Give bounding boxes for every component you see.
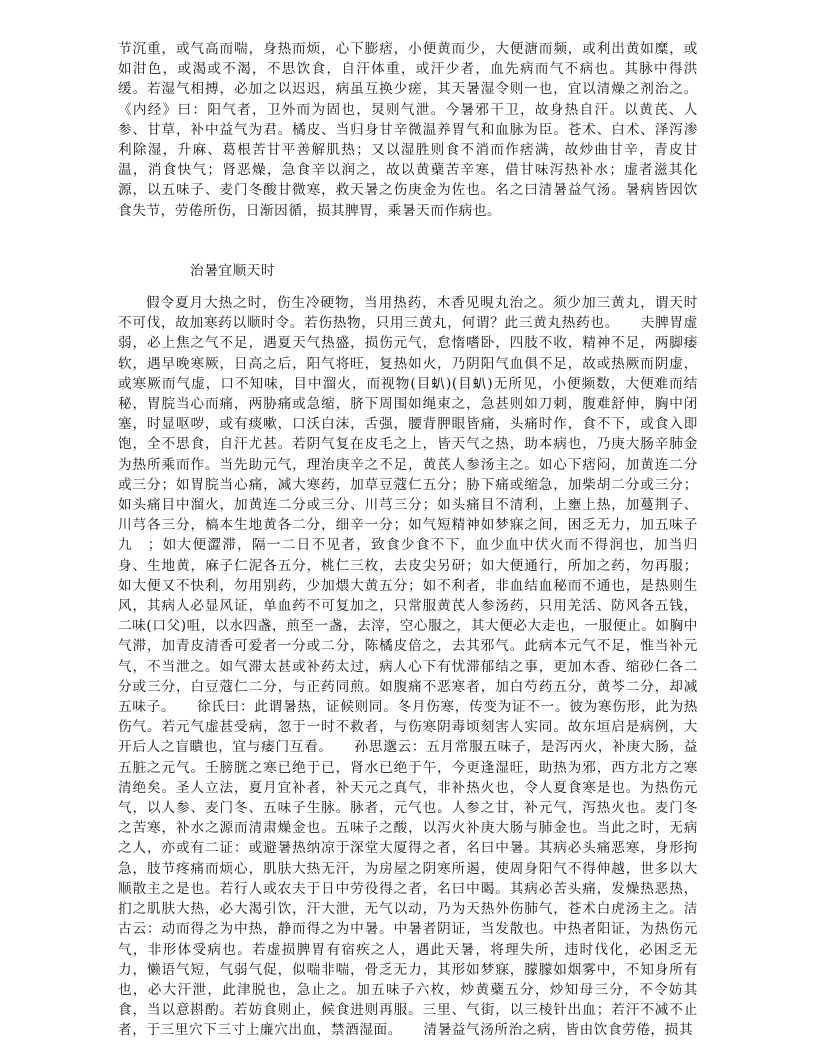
section-heading: 治暑宜顺天时 bbox=[190, 263, 276, 279]
body-paragraph-1: 节沉重，或气高而喘，身热而烦，心下膨痞，小便黄而少，大便溏而频，或利出黄如糜，或如泔色，或渴或不渴，不思饮食，自汗体重，或汗少者，血先病而气不病也。其脉中得洪缓。若湿气相搏，必加之以迟迟，病虽互换少瘥，其天暑湿令则一也，宜以清燥之剂治之。《内经》曰：阳气者，卫外而为固也，炅则气泄。今暑邪干卫，故身热自汗。以黄芪、人参、甘草，补中益气为君。橘皮、当归身甘辛微温养胃气和血脉为臣。苍术、白术、泽泻渗利除湿，升麻、葛根苦甘平善解肌热；又以湿胜则食不消而作痞满，故炒曲甘辛，青皮甘温，消食快气；肾恶燥，急食辛以润之，故以黄蘗苦辛寒，借甘味泻热补水；虚者滋其化源，以五味子、麦门冬酸甘微寒，救天暑之伤庚金为佐也。名之曰清暑益气汤。暑病皆因饮食失节，劳倦所伤，日渐因循，损其脾胃，乘暑天而作病也。 bbox=[118, 41, 698, 219]
body-paragraph-2: 假令夏月大热之时，伤生冷硬物，当用热药，木香见晛丸治之。须少加三黄丸，谓天时不可伐，故加寒药以顺时令。若伤热物，只用三黄丸，何谓？此三黄丸热药也。 夫脾胃虚弱，必上焦之气不足，遇夏天气热盛，损伤元气，怠惰嗜卧，四肢不收，精神不足，两脚痿软，遇早晚寒厥，日高之后，阳气将旺，复热如火，乃阴阳气血俱不足，故或热厥而阴虚，或寒厥而气虚，口不知味，目中溜火，而视物(目𧈢)(目𧈢)无所见，小便频数，大便难而结秘，胃脘当心而痛，两胁痛或急缩，脐下周围如绳束之，急甚则如刀刺，腹难舒伸，胸中闭塞，时显呕哕，或有痰嗽，口沃白沫，舌强，腰背胛眼皆痛，头痛时作，食不下，或食入即饱，全不思食，自汗尤甚。若阴气复在皮毛之上，皆天气之热，助本病也，乃庚大肠辛肺金为热所乘而作。当先助元气，理治庚辛之不足，黄芪人参汤主之。如心下痞闷，加黄连二分或三分；如胃脘当心痛，减大寒药，加草豆蔻仁五分；胁下痛或缩急，加柴胡二分或三分；如头痛目中溜火，加黄连二分或三分、川芎三分；如头痛目不清利，上壅上热，加蔓荆子、川芎各三分，槁本生地黄各二分，细辛一分；如气短精神如梦寐之间，困乏无力，加五味子九 ；如大便澀滞，隔一二日不见者，致食少食不下，血少血中伏火而不得润也，加当归身、生地黄，麻子仁泥各五分，桃仁三枚，去皮尖另研；如大便通行，所加之药，勿再服；如大便又不快利，勿用别药，少加煨大黄五分；如不利者，非血结血秘而不通也，是热则生风，其病人必显风证，单血药不可复加之，只常服黄芪人参汤药，只用羌活、防风各五钱，二味(口父)咀，以水四盏，煎至一盏，去滓，空心服之，其大便必大走也，一服便止。如胸中气滞，加青皮清香可爱者一分或二分，陈橘皮倍之，去其邪气。此病本元气不足，惟当补元气，不当泄之。如气滞太甚或补药太过，病人心下有忧滞郁结之事，更加木香、缩砂仁各二分或三分，白豆蔻仁二分，与正药同煎。如腹痛不恶寒者，加白芍药五分，黄芩二分，却减五味子。 徐氏曰：此谓暑热，证候则同。冬月伤寒，传变为证不一。彼为寒伤形，此为热伤气。若元气虚甚受病，忽于一时不救者，与伤寒阴毒顷刻害人实同。故东垣启是病例，大开后人之盲瞶也，宜与痿门互看。 孙思邈云：五月常服五味子，是泻丙火，补庚大肠，益五脏之元气。壬膀胱之寒已绝于已，肾水已绝于午，今更逢湿旺，助热为邪，西方北方之寒清绝矣。圣人立法，夏月宜补者，补天元之真气，非补热火也，令人夏食寒是也。为热伤元气，以人参、麦门冬、五味子生脉。脉者，元气也。人参之甘，补元气，泻热火也。麦门冬之苦寒，补水之源而清肃燥金也。五味子之酸，以泻火补庚大肠与肺金也。当此之时，无病之人，亦或有二证：或避暑热纳凉于深堂大厦得之者，名曰中暑。其病必头痛恶寒，身形拘急，肢节疼痛而烦心，肌肤大热无汗，为房屋之阴寒所遏，使周身阳气不得伸越，世多以大顺散主之是也。若行人或农夫于日中劳役得之者，名曰中暍。其病必苦头痛，发燥热恶热，扪之肌肤大热，必大渴引饮，汗大泄，无气以动，乃为天热外伤肺气，苍术白虎汤主之。洁古云：动而得之为中热，静而得之为中暑。中暑者阴证，当发散也。中热者阳证，为热伤元气，非形体受病也。若虚损脾胃有宿疾之人，遇此天暑，将理失所，违时伐化，必困乏无力，懒语气短，气弱气促，似喘非喘，骨乏无力，其形如梦寐，朦朦如烟雾中，不知身所有也，必大汗泄，此津脱也，急止之。加五味子六枚，炒黄蘗五分，炒知母三分，不令妨其食，当以意斟酌。若妨食则止，候食进则再服。三里、气街，以三棱针出血；若汗不减不止者，于三里穴下三寸上廉穴出血，禁酒湿面。 清暑益气汤所治之病，皆由饮食劳倦，损其 bbox=[118, 295, 698, 1039]
